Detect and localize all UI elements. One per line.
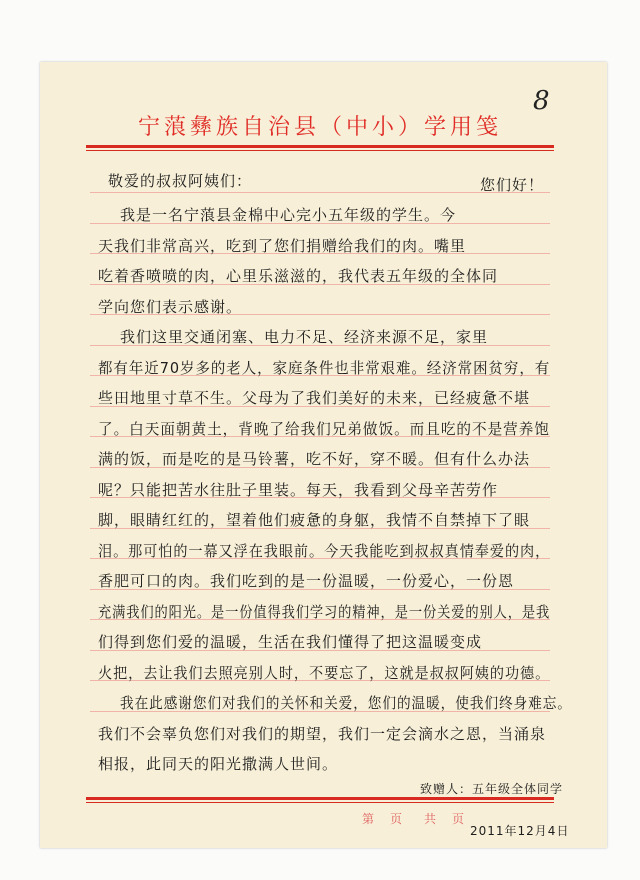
letter-line: 充满我们的阳光。是一份值得我们学习的精神，是一份关爱的别人，是我 [98,602,551,621]
letter-line: 学向您们表示感谢。 [98,297,243,316]
greeting: 您们好！ [480,176,545,194]
letter-line: 都有年近70岁多的老人，家庭条件也非常艰难。经济常困贫穷，有 [98,358,551,377]
letter-line: 我在此感谢您们对我们的关怀和关爱，您们的温暖，使我们终身难忘。 [120,694,572,712]
letter-line: 呢？只能把苦水往肚子里装。每天，我看到父母辛苦劳作 [98,480,499,499]
letterhead-rule-thick [86,145,554,148]
footer-rule-thin [86,802,554,803]
handwritten-page-number: 8 [533,86,550,116]
letterhead-rule-thin [86,150,554,151]
letter-line: 泪。那可怕的一幕又浮在我眼前。今天我能吃到叔叔真情奉爱的肉， [98,541,551,560]
letter-date: 2011年12月4日 [470,824,570,838]
footer-total-label: 共 页 [424,812,467,826]
letterhead-title: 宁蒗彝族自治县（中小）学用笺 [137,115,502,140]
letter-line: 香肥可口的肉。我们吃到的是一份温暖，一份爱心，一份恩 [98,572,515,590]
letter-line: 们得到您们爱的温暖，生活在我们懂得了把这温暖变成 [98,633,483,651]
footer-page-label: 第 页 [362,812,405,826]
footer-rule-thick [86,797,554,800]
letter-line: 了。白天面朝黄土，背晚了给我们兄弟做饭。而且吃的不是营养饱 [98,419,550,438]
letter-line: 些田地里寸草不生。父母为了我们美好的未来，已经疲惫不堪 [98,389,531,407]
letter-line: 吃着香喷喷的肉，心里乐滋滋的，我代表五年级的全体同 [98,267,499,285]
letter-line: 我是一名宁蒗县金棉中心完小五年级的学生。今 [120,206,457,224]
signature: 致赠人：五年级全体同学 [420,782,564,796]
letter-line: 脚，眼睛红红的，望着他们疲惫的身躯，我情不自禁掉下了眼 [98,511,531,529]
letter-line: 天我们非常高兴，吃到了您们捐赠给我们的肉。嘴里 [98,236,467,255]
letter-line: 火把，去让我们去照亮别人时，不要忘了，这就是叔叔阿姨的功德。 [98,663,551,682]
letter-line: 满的饭，而是吃的是马铃薯，吃不好，穿不暖。但有什么办法 [98,450,531,468]
letter-line: 我们这里交通闭塞、电力不足、经济来源不足，家里 [120,328,489,346]
salutation: 敬爱的叔叔阿姨们： [108,172,253,190]
letter-line: 我们不会辜负您们对我们的期望，我们一定会滴水之恩，当涌泉 [98,724,547,743]
letter-line: 相报，此同天的阳光撒满人世间。 [98,755,339,773]
